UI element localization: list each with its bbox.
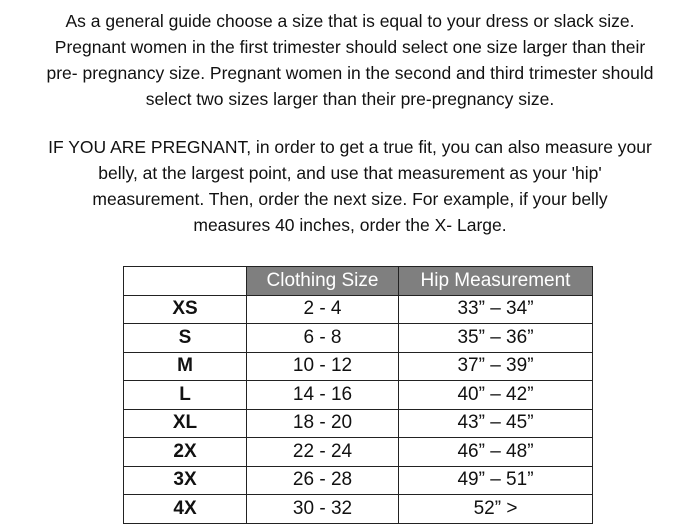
hip-measurement-cell: 46” – 48” [399, 438, 593, 467]
clothing-size-cell: 14 - 16 [247, 381, 399, 410]
hip-measurement-cell: 40” – 42” [399, 381, 593, 410]
sizing-guide-line: As a general guide choose a size that is equal to your dress or slack size. [65, 11, 635, 31]
size-label-cell: 3X [124, 466, 247, 495]
table-row [124, 324, 593, 353]
clothing-size-cell: 22 - 24 [247, 438, 399, 467]
table-row [124, 381, 593, 410]
size-chart-table [123, 266, 593, 524]
size-label-cell: L [124, 381, 247, 410]
clothing-size-cell: 2 - 4 [247, 295, 399, 324]
sizing-guide-line: select two sizes larger than their pre-pregnancy size. [145, 89, 555, 109]
sizing-guide-line: pre- pregnancy size. Pregnant women in the second and third trimester should [46, 63, 654, 83]
clothing-size-cell: 6 - 8 [247, 324, 399, 353]
hip-measurement-cell: 43” – 45” [399, 409, 593, 438]
header-hip-measurement: Hip Measurement [399, 267, 593, 296]
table-row [124, 438, 593, 467]
header-corner-cell [124, 267, 247, 296]
table-header-row [124, 267, 593, 296]
hip-measurement-cell: 49” – 51” [399, 466, 593, 495]
table-row [124, 409, 593, 438]
size-label-cell: M [124, 352, 247, 381]
hip-measurement-cell: 52” > [399, 495, 593, 524]
size-label-cell: XS [124, 295, 247, 324]
clothing-size-cell: 30 - 32 [247, 495, 399, 524]
pregnancy-note-line: IF YOU ARE PREGNANT, in order to get a true fit, you can also measure your [48, 137, 652, 157]
pregnancy-note-line: measures 40 inches, order the X- Large. [193, 215, 507, 235]
pregnancy-note-line: belly, at the largest point, and use that measurement as your 'hip' [98, 163, 602, 183]
clothing-size-cell: 26 - 28 [247, 466, 399, 495]
clothing-size-cell: 10 - 12 [247, 352, 399, 381]
header-clothing-size: Clothing Size [247, 267, 399, 296]
hip-measurement-cell: 33” – 34” [399, 295, 593, 324]
table-row [124, 495, 593, 524]
table-row [124, 295, 593, 324]
hip-measurement-cell: 35” – 36” [399, 324, 593, 353]
size-label-cell: 2X [124, 438, 247, 467]
sizing-guide-line: Pregnant women in the first trimester should select one size larger than their [54, 37, 646, 57]
size-label-cell: 4X [124, 495, 247, 524]
pregnancy-note-paragraph [0, 134, 700, 238]
clothing-size-cell: 18 - 20 [247, 409, 399, 438]
size-label-cell: S [124, 324, 247, 353]
size-label-cell: XL [124, 409, 247, 438]
table-row [124, 466, 593, 495]
table-row [124, 352, 593, 381]
sizing-guide-paragraph [0, 8, 700, 112]
hip-measurement-cell: 37” – 39” [399, 352, 593, 381]
pregnancy-note-line: measurement. Then, order the next size. For example, if your belly [92, 189, 608, 209]
